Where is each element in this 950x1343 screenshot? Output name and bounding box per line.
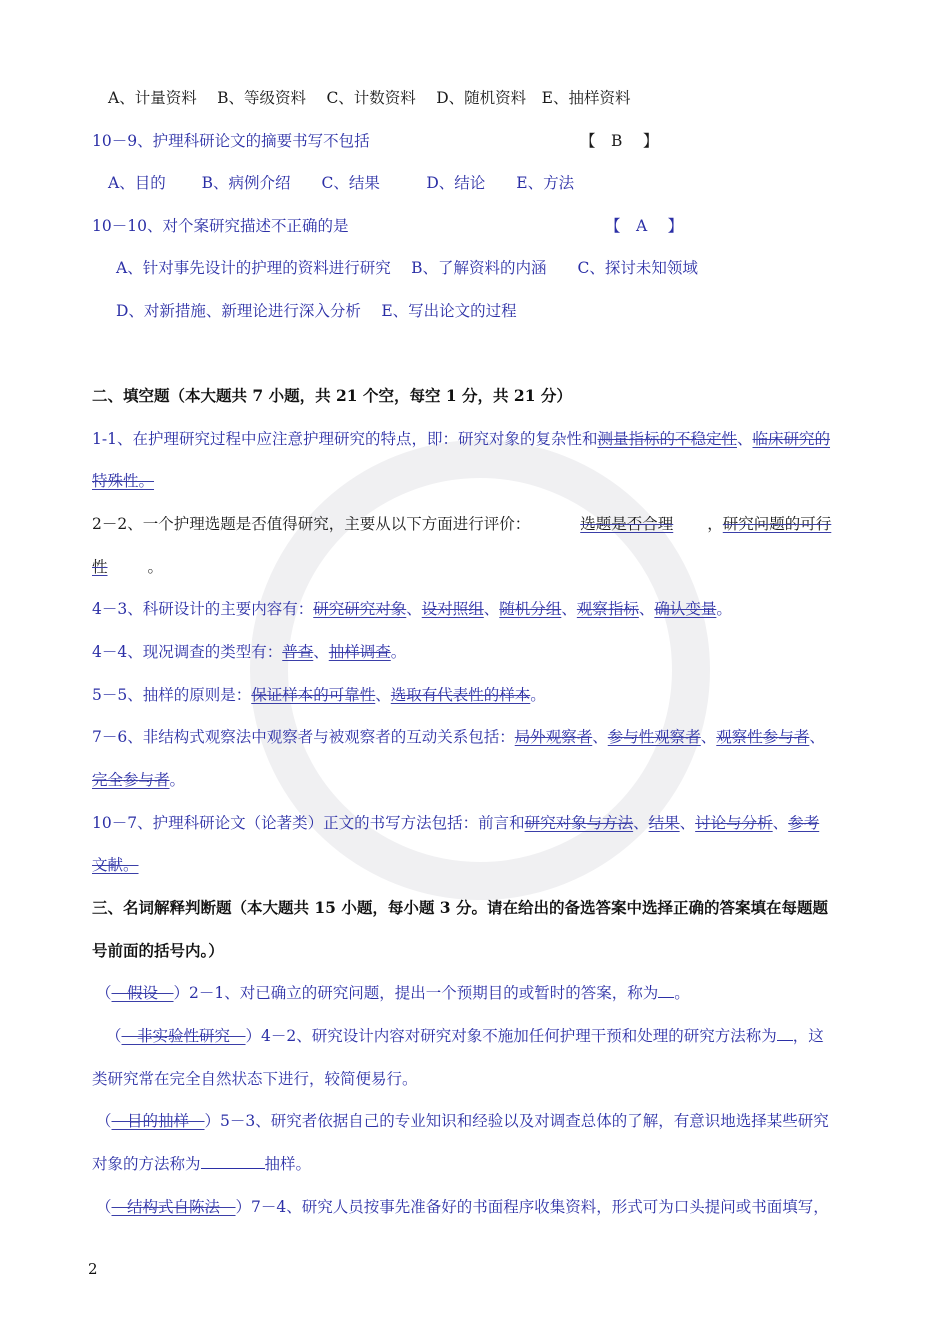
answer-text: 假设 [111, 984, 174, 1002]
question-text: 1-1、在护理研究过程中应注意护理研究的特点，即：研究对象的复杂性和 [92, 430, 598, 448]
section-2-heading: 二、填空题（本大题共 7 小题，共 21 个空，每空 1 分，共 21 分） [92, 386, 572, 405]
blank [777, 1026, 793, 1041]
bracket: （ [106, 1027, 122, 1045]
answer-text: 选取有代表性的样本 [390, 686, 531, 704]
fill-question-3 [92, 599, 732, 619]
fill-question-7-cont [92, 855, 139, 875]
separator: 、 [809, 728, 825, 746]
question-text: 7－4、研究人员按事先准备好的书面程序收集资料，形式可为口头提问或书面填写， [251, 1198, 829, 1216]
fill-question-2 [92, 514, 831, 534]
answer-text: 随机分组 [499, 600, 562, 618]
q10-10-options-line1: A、针对事先设计的护理的资料进行研究 B、了解资料的内涵 C、探讨未知领域 [116, 259, 698, 277]
answer-bracket: 【 A 】 [605, 217, 684, 235]
separator: 、 [561, 600, 577, 618]
blank [658, 983, 674, 998]
answer-text: 研究研究对象 [313, 600, 407, 618]
separator: 。 [674, 984, 690, 1002]
question-text: 对象的方法称为 [92, 1155, 201, 1173]
separator: 。 [147, 558, 164, 576]
fill-question-1 [92, 429, 830, 449]
answer-bracket: 【 B 】 [580, 132, 659, 150]
judge-question-2-cont: 类研究常在完全自然状态下进行，较简便易行。 [92, 1070, 418, 1088]
separator: 、 [772, 814, 789, 832]
answer-text: 局外观察者 [514, 728, 593, 746]
answer-text: 特殊性。 [92, 472, 155, 490]
bracket: ） [235, 1198, 252, 1216]
answer-text: 观察性参与者 [716, 728, 810, 746]
q10-8-options: A、计量资料 B、等级资料 C、计数资料 D、随机资料 E、抽样资料 [108, 89, 631, 107]
fill-question-1-cont [92, 471, 154, 491]
judge-question-3 [96, 1111, 829, 1131]
separator: 。 [530, 686, 546, 704]
question-text: 5－3、研究者依据自己的专业知识和经验以及对调查总体的了解，有意识地选择某些研究 [220, 1112, 829, 1130]
blank [201, 1154, 265, 1169]
answer-text: 非实验性研究 [121, 1027, 246, 1045]
answer-text: 结构式自陈法 [111, 1198, 236, 1216]
bracket: ） [173, 984, 190, 1002]
separator: 、 [406, 600, 422, 618]
answer-text: 讨论与分析 [695, 814, 773, 832]
question-stem: 10－9、护理科研论文的摘要书写不包括 [92, 132, 370, 150]
answer-text: 设对照组 [421, 600, 484, 618]
answer-text: 选题是否合理 [580, 515, 674, 533]
page-number: 2 [88, 1260, 98, 1278]
answer-text: 保证样本的可靠性 [251, 686, 376, 704]
question-text: 7－6、非结构式观察法中观察者与被观察者的互动关系包括： [92, 728, 515, 746]
answer-text: 观察指标 [576, 600, 639, 618]
fill-question-5 [92, 685, 546, 705]
question-text: 4－3、科研设计的主要内容有： [92, 600, 314, 618]
bracket: （ [96, 1112, 112, 1130]
answer-text: 性 [92, 558, 108, 576]
section-3-heading: 三、名词解释判断题（本大题共 15 小题，每小题 3 分。请在给出的备选答案中选择正确的答案填在每题题 [92, 898, 828, 917]
separator: 、 [736, 430, 753, 448]
answer-text: 抽样调查 [328, 643, 391, 661]
section-3-heading-cont: 号前面的括号内。） [92, 941, 224, 960]
separator: 。 [169, 771, 186, 789]
question-text: 4－4、现况调查的类型有： [92, 643, 283, 661]
answer-text: 文献。 [92, 856, 139, 874]
judge-question-1 [96, 983, 690, 1003]
fill-question-6-cont [92, 770, 185, 790]
fill-question-6 [92, 727, 825, 747]
answer-text: 目的抽样 [111, 1112, 205, 1130]
question-text: 10－7、护理科研论文（论著类）正文的书写方法包括：前言和 [92, 814, 525, 832]
separator: ，这 [792, 1027, 824, 1045]
answer-text: 研究问题的可行 [722, 515, 832, 533]
bracket: （ [96, 1198, 112, 1216]
fill-question-4 [92, 642, 406, 662]
fill-question-2-cont [92, 557, 163, 577]
separator: 、 [633, 814, 649, 832]
separator: 、 [638, 600, 655, 618]
answer-text: 临床研究的 [752, 430, 831, 448]
question-10-10: 10－10、对个案研究描述不正确的是 [92, 217, 349, 235]
separator: 、 [592, 728, 608, 746]
bracket: （ [96, 984, 112, 1002]
separator: 、 [313, 643, 329, 661]
answer-text: 测量指标的不稳定性 [597, 430, 737, 448]
separator: 、 [483, 600, 500, 618]
answer-text: 研究对象与方法 [524, 814, 634, 832]
question-text: 2－2、一个护理选题是否值得研究，主要从以下方面进行评价： [92, 515, 531, 533]
separator: 、 [679, 814, 696, 832]
answer-text: 参与性观察者 [607, 728, 701, 746]
separator: 、 [375, 686, 391, 704]
answer-text: 确认变量 [654, 600, 717, 618]
separator: 、 [700, 728, 717, 746]
question-text: 2－1、对已确立的研究问题，提出一个预期目的或暂时的答案，称为 [189, 984, 659, 1002]
answer-text: 普查 [282, 643, 314, 661]
answer-text: 参考 [788, 814, 820, 832]
bracket: ） [245, 1027, 262, 1045]
q10-10-options-line2: D、对新措施、新理论进行深入分析 E、写出论文的过程 [116, 302, 517, 320]
judge-question-4 [96, 1197, 829, 1217]
question-text: 5－5、抽样的原则是： [92, 686, 252, 704]
question-text: 抽样。 [264, 1155, 312, 1173]
fill-question-7 [92, 813, 819, 833]
answer-text: 结果 [648, 814, 680, 832]
bracket: ） [204, 1112, 221, 1130]
question-text: 4－2、研究设计内容对研究对象不施加任何护理干预和处理的研究方法称为 [261, 1027, 777, 1045]
separator: 。 [716, 600, 732, 618]
question-10-9 [92, 131, 370, 151]
judge-question-2 [106, 1026, 824, 1046]
q10-9-options: A、目的 B、病例介绍 C、结果 D、结论 E、方法 [108, 174, 575, 192]
judge-question-3-cont [92, 1154, 311, 1174]
answer-text: 完全参与者 [92, 771, 170, 789]
separator: ， [707, 515, 723, 533]
separator: 。 [390, 643, 407, 661]
